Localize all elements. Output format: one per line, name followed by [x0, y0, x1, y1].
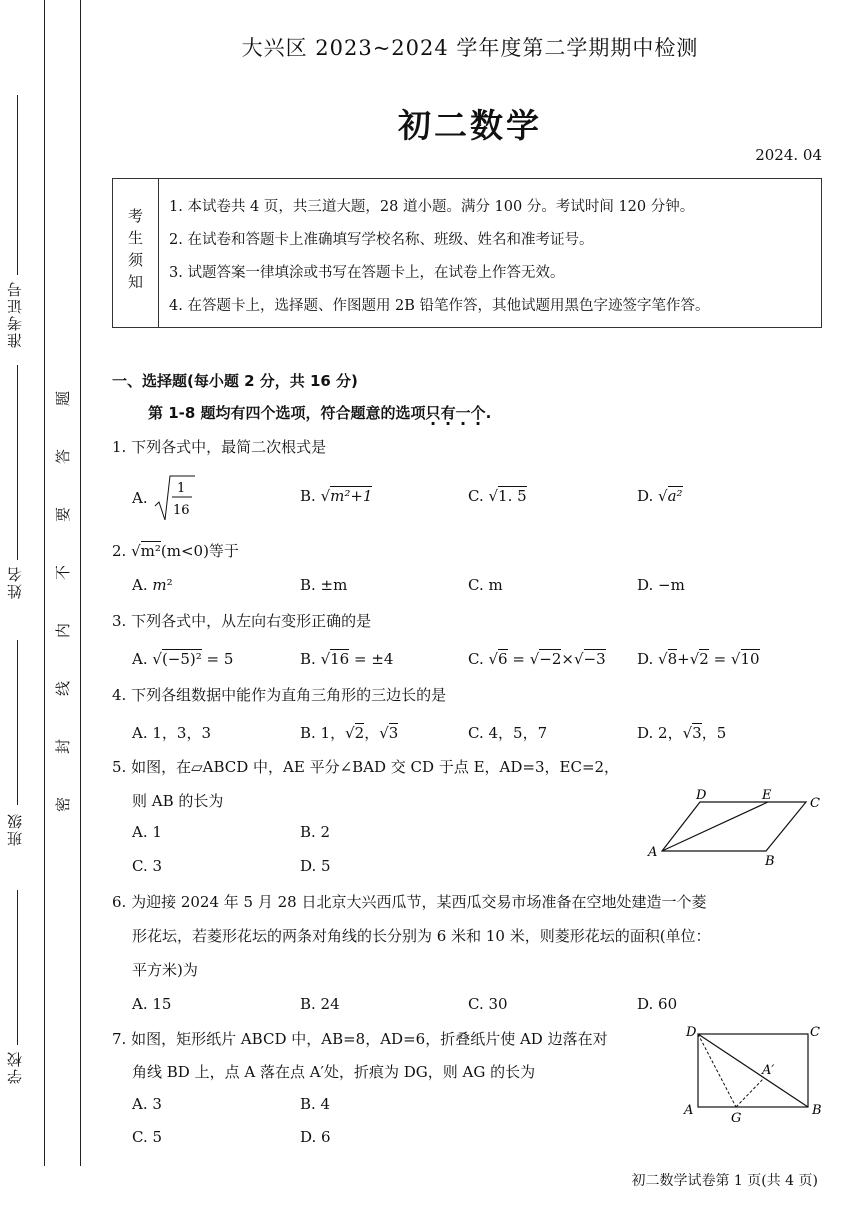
rectangle-fold-figure	[680, 1020, 830, 1128]
q5-option-d: D. 5	[300, 857, 331, 875]
q7-option-d: D. 6	[300, 1128, 331, 1146]
seal-char: 密	[54, 796, 73, 813]
label-a-prime: A′	[762, 1063, 775, 1078]
school-line	[17, 890, 18, 1045]
notice-head-char: 须	[127, 251, 143, 269]
q2-option-d: D. −m	[637, 576, 685, 594]
label-b: B	[765, 854, 775, 869]
label-g: G	[731, 1111, 742, 1126]
seal-char: 内	[54, 622, 73, 639]
label-b: B	[812, 1103, 822, 1118]
q6-option-a: A. 15	[132, 995, 172, 1013]
q4-option-c: C. 4，5，7	[468, 724, 548, 742]
question-4-stem: 4. 下列各组数据中能作为直角三角形的三边长的是	[112, 686, 447, 704]
notice-head-char: 生	[127, 229, 143, 247]
q3-option-d: D. √8+√2 = √10	[637, 650, 760, 668]
binding-line-outer	[44, 0, 45, 1166]
q2-option-c: C. m	[468, 576, 503, 594]
question-5-stem: 5. 如图，在▱ABCD 中，AE 平分∠BAD 交 CD 于点 E，AD=3，EC=2，	[112, 758, 620, 776]
page-footer: 初二数学试卷第 1 页(共 4 页)	[631, 1173, 818, 1189]
seal-char: 要	[54, 506, 73, 523]
q5-option-a: A. 1	[132, 823, 162, 841]
name-line	[17, 365, 18, 560]
q3-option-a: A. √(−5)² = 5	[132, 650, 234, 668]
svg-text:16: 16	[173, 503, 190, 518]
emphasis-char: 一	[455, 404, 471, 422]
binding-line-inner	[80, 0, 81, 1166]
subject-title: 初二数学	[398, 106, 542, 145]
q4-option-b: B. 1，√2，√3	[300, 724, 399, 742]
question-6-line-3: 平方米)为	[132, 961, 198, 979]
school-label: 学校	[6, 1050, 24, 1084]
svg-text:1: 1	[177, 481, 186, 496]
seal-char: 线	[54, 680, 73, 697]
q1-option-c: C. √1. 5	[468, 487, 527, 505]
notice-item: 3. 试题答案一律填涂或书写在答题卡上，在试卷上作答无效。	[169, 265, 565, 281]
seal-char: 封	[54, 738, 73, 755]
section-title: 一、选择题(每小题 2 分，共 16 分)	[112, 372, 358, 390]
seal-char: 不	[54, 564, 73, 581]
label-e: E	[762, 788, 772, 803]
question-7-line-1: 7. 如图，矩形纸片 ABCD 中，AB=8，AD=6，折叠纸片使 AD 边落在对	[112, 1030, 608, 1048]
question-6-line-2: 形花坛，若菱形花坛的两条对角线的长分别为 6 米和 10 米，则菱形花坛的面积(单位：	[132, 927, 711, 945]
q3-option-b: B. √16 = ±4	[300, 650, 394, 668]
question-7-line-2: 角线 BD 上，点 A 落在点 A′处，折痕为 DG，则 AG 的长为	[132, 1063, 536, 1081]
label-d: D	[696, 788, 707, 803]
class-line	[17, 640, 18, 805]
q1-option-a: A. 1 16	[132, 474, 196, 524]
notice-item: 2. 在试卷和答题卡上准确填写学校名称、班级、姓名和准考证号。	[169, 232, 594, 248]
label-d: D	[686, 1025, 697, 1040]
q7-option-c: C. 5	[132, 1128, 163, 1146]
emphasis-char: 只	[425, 404, 441, 422]
question-2-stem: 2. √m²(m<0)等于	[112, 542, 239, 560]
notice-box	[112, 178, 822, 328]
notice-item: 1. 本试卷共 4 页，共三道大题，28 道小题。满分 100 分。考试时间 120 分钟。	[169, 199, 695, 215]
q5-option-c: C. 3	[132, 857, 163, 875]
question-6-line-1: 6. 为迎接 2024 年 5 月 28 日北京大兴西瓜节，某西瓜交易市场准备在空地处建造一个菱	[112, 893, 707, 911]
notice-head-char: 考	[127, 207, 143, 225]
label-a: A	[684, 1103, 694, 1118]
question-1-stem: 1. 下列各式中，最简二次根式是	[112, 438, 327, 456]
sqrt-one-sixteenth	[154, 474, 196, 524]
label-a: A	[648, 845, 658, 860]
seal-char: 答	[54, 448, 73, 465]
section-instruction: 第 1-8 题均有四个选项，符合题意的选项只有一个.	[148, 404, 492, 422]
class-label: 班级	[6, 812, 24, 846]
label-c: C	[810, 796, 820, 811]
q7-option-a: A. 3	[132, 1095, 162, 1113]
emphasis-char: 个	[470, 404, 486, 422]
exam-number-label: 准考证号	[6, 280, 24, 348]
notice-head-char: 知	[127, 273, 143, 291]
notice-heading	[113, 179, 159, 327]
exam-title: 大兴区 2023~2024 学年度第二学期期中检测	[241, 36, 699, 60]
label-c: C	[810, 1025, 820, 1040]
question-3-stem: 3. 下列各式中，从左向右变形正确的是	[112, 612, 372, 630]
question-5-stem-2: 则 AB 的长为	[132, 792, 224, 810]
seal-char: 题	[54, 390, 73, 407]
exam-date: 2024. 04	[755, 146, 822, 164]
q1-option-d: D. √a²	[637, 487, 683, 505]
q7-option-b: B. 4	[300, 1095, 331, 1113]
notice-item: 4. 在答题卡上，选择题、作图题用 2B 铅笔作答，其他试题用黑色字迹签字笔作答。	[169, 298, 710, 314]
q6-option-b: B. 24	[300, 995, 340, 1013]
q6-option-c: C. 30	[468, 995, 508, 1013]
q1-option-b: B. √m²+1	[300, 487, 373, 505]
q5-option-b: B. 2	[300, 823, 331, 841]
q4-option-a: A. 1，3，3	[132, 724, 211, 742]
q2-option-a: A. m²	[132, 576, 173, 594]
parallelogram-figure	[644, 784, 830, 870]
q2-option-b: B. ±m	[300, 576, 348, 594]
name-label: 姓名	[6, 565, 24, 599]
q6-option-d: D. 60	[637, 995, 678, 1013]
q3-option-c: C. √6 = √−2×√−3	[468, 650, 606, 668]
q4-option-d: D. 2，√3，5	[637, 724, 727, 742]
emphasis-char: 有	[440, 404, 456, 422]
